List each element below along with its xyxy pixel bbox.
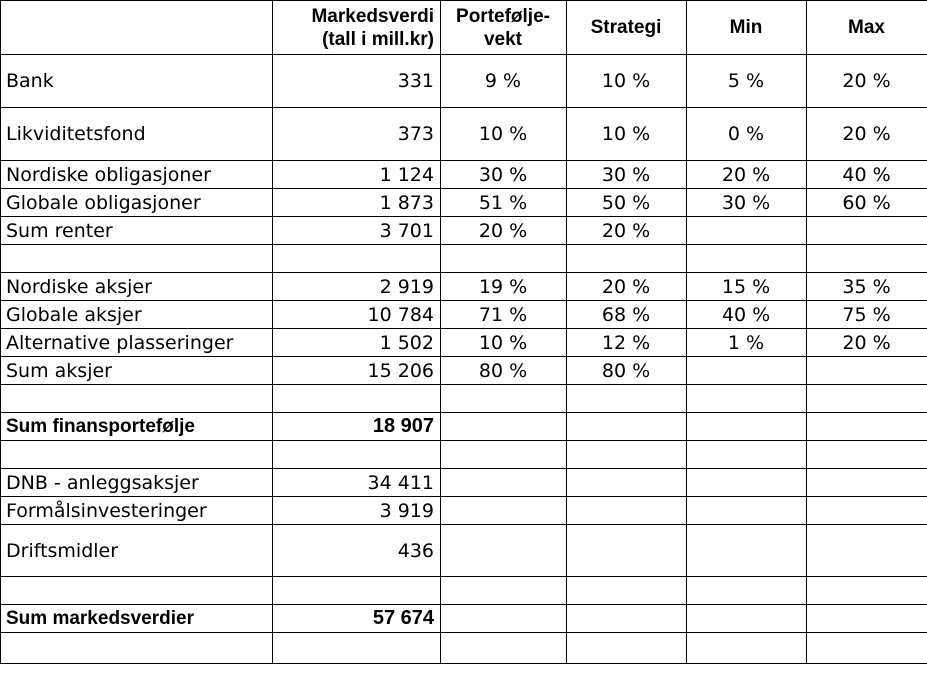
table-row [1,441,927,469]
strategy-cell [567,413,687,441]
min-cell [687,357,807,385]
strategy-cell: 10 % [567,55,687,108]
strategy-cell: 20 % [567,273,687,301]
market-value-cell: 18 907 [273,413,441,441]
portfolio-weight-cell [441,469,567,497]
portfolio-weight-cell [441,577,567,605]
row-label: Nordiske aksjer [1,273,273,301]
max-cell [807,497,927,525]
min-cell [687,497,807,525]
min-cell [687,469,807,497]
max-cell [807,217,927,245]
min-cell [687,605,807,633]
portfolio-weight-cell: 9 % [441,55,567,108]
table-row [1,108,927,161]
min-cell: 1 % [687,329,807,357]
min-cell [687,245,807,273]
row-label [1,245,273,273]
strategy-cell: 12 % [567,329,687,357]
market-value-cell: 2 919 [273,273,441,301]
market-value-cell: 3 919 [273,497,441,525]
min-cell: 20 % [687,161,807,189]
header-row [1,1,927,55]
min-cell [687,633,807,664]
table-row [1,189,927,217]
market-value-cell: 436 [273,525,441,577]
header-portfolio-weight-line2: vekt [483,28,523,50]
market-value-cell: 331 [273,55,441,108]
market-value-cell: 1 502 [273,329,441,357]
max-cell: 75 % [807,301,927,329]
portfolio-weight-cell [441,441,567,469]
portfolio-weight-cell [441,245,567,273]
market-value-cell: 34 411 [273,469,441,497]
header-market-value-line2: (tall i mill.kr) [322,28,434,50]
row-label: Sum markedsverdier [1,605,273,633]
strategy-cell: 30 % [567,161,687,189]
strategy-cell: 68 % [567,301,687,329]
strategy-cell [567,441,687,469]
max-cell [807,525,927,577]
row-label [1,577,273,605]
row-label: Likviditetsfond [1,108,273,161]
portfolio-weight-cell: 10 % [441,108,567,161]
strategy-cell: 50 % [567,189,687,217]
portfolio-weight-cell: 80 % [441,357,567,385]
table-row [1,469,927,497]
strategy-cell: 80 % [567,357,687,385]
header-market-value [273,1,441,55]
row-label: DNB - anleggsaksjer [1,469,273,497]
row-label: Bank [1,55,273,108]
max-cell: 35 % [807,273,927,301]
strategy-cell [567,469,687,497]
max-cell [807,245,927,273]
max-cell [807,605,927,633]
table-row [1,217,927,245]
row-label [1,385,273,413]
portfolio-weight-cell: 30 % [441,161,567,189]
row-label: Sum renter [1,217,273,245]
min-cell: 40 % [687,301,807,329]
min-cell [687,413,807,441]
table-row [1,385,927,413]
header-label [1,1,273,55]
portfolio-weight-cell: 10 % [441,329,567,357]
portfolio-weight-cell: 71 % [441,301,567,329]
market-value-cell: 373 [273,108,441,161]
market-value-cell: 1 873 [273,189,441,217]
header-max: Max [807,1,927,55]
max-cell [807,633,927,664]
row-label: Sum aksjer [1,357,273,385]
row-label: Driftsmidler [1,525,273,577]
strategy-cell: 10 % [567,108,687,161]
header-strategy: Strategi [567,1,687,55]
max-cell [807,469,927,497]
row-label: Alternative plasseringer [1,329,273,357]
header-portfolio-weight-line1: Portefølje- [456,5,550,27]
min-cell [687,217,807,245]
row-label: Formålsinvesteringer [1,497,273,525]
max-cell [807,413,927,441]
min-cell [687,577,807,605]
strategy-cell [567,385,687,413]
strategy-cell [567,577,687,605]
market-value-cell: 10 784 [273,301,441,329]
header-min: Min [687,1,807,55]
min-cell: 5 % [687,55,807,108]
row-label [1,633,273,664]
max-cell [807,441,927,469]
header-market-value-line1: Markedsverdi [311,5,434,27]
table-row [1,497,927,525]
table-row [1,301,927,329]
max-cell: 20 % [807,329,927,357]
strategy-cell [567,525,687,577]
table-row [1,245,927,273]
row-label [1,441,273,469]
table-row [1,273,927,301]
max-cell [807,577,927,605]
portfolio-weight-cell: 19 % [441,273,567,301]
table-row [1,577,927,605]
portfolio-weight-cell [441,413,567,441]
table-row [1,605,927,633]
max-cell: 40 % [807,161,927,189]
table-row [1,55,927,108]
strategy-cell [567,605,687,633]
table-row [1,161,927,189]
table-row [1,633,927,664]
market-value-cell: 15 206 [273,357,441,385]
max-cell: 20 % [807,108,927,161]
min-cell: 30 % [687,189,807,217]
row-label: Globale obligasjoner [1,189,273,217]
portfolio-weight-cell [441,525,567,577]
header-portfolio-weight [441,1,567,55]
max-cell: 60 % [807,189,927,217]
min-cell [687,441,807,469]
row-label: Sum finansportefølje [1,413,273,441]
table-row [1,413,927,441]
min-cell [687,525,807,577]
min-cell: 0 % [687,108,807,161]
table-row [1,357,927,385]
market-value-cell [273,441,441,469]
min-cell: 15 % [687,273,807,301]
max-cell: 20 % [807,55,927,108]
portfolio-weight-cell [441,605,567,633]
strategy-cell [567,245,687,273]
portfolio-weight-cell [441,633,567,664]
row-label: Nordiske obligasjoner [1,161,273,189]
strategy-cell [567,497,687,525]
strategy-cell [567,633,687,664]
market-value-cell: 1 124 [273,161,441,189]
strategy-cell: 20 % [567,217,687,245]
table-row [1,329,927,357]
market-value-cell [273,245,441,273]
min-cell [687,385,807,413]
market-value-cell [273,385,441,413]
market-value-cell: 3 701 [273,217,441,245]
market-value-cell [273,577,441,605]
portfolio-weight-cell [441,385,567,413]
table-row [1,525,927,577]
portfolio-weight-cell [441,497,567,525]
row-label: Globale aksjer [1,301,273,329]
portfolio-weight-cell: 51 % [441,189,567,217]
max-cell [807,357,927,385]
market-value-cell [273,633,441,664]
max-cell [807,385,927,413]
market-value-cell: 57 674 [273,605,441,633]
portfolio-weight-cell: 20 % [441,217,567,245]
